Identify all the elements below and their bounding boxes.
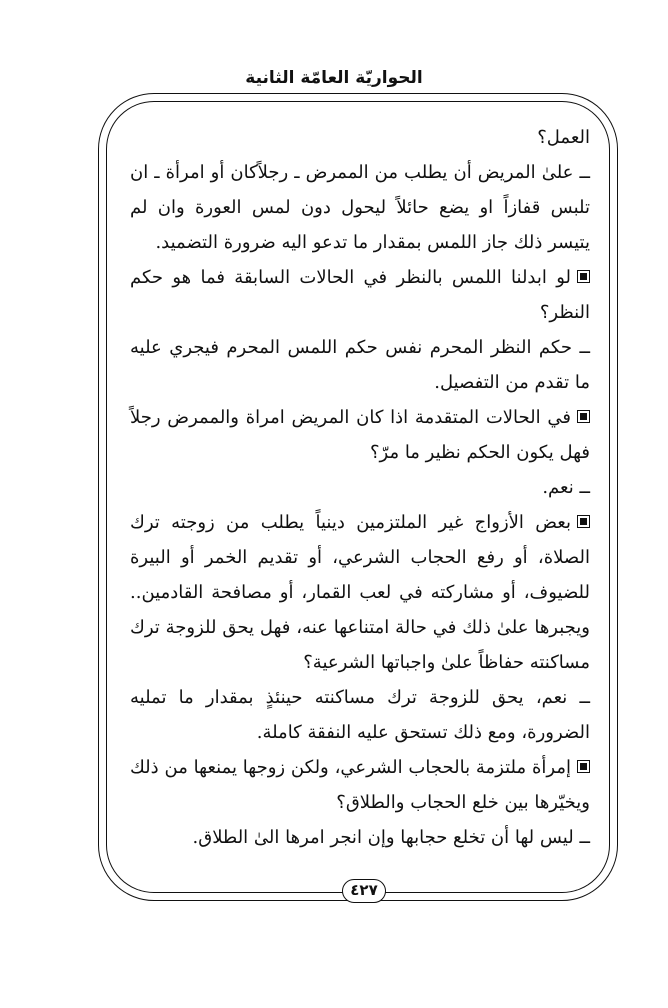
page-number: ٤٢٧ (342, 879, 386, 903)
answer-paragraph: ــ نعم. (542, 477, 590, 498)
question-marker-icon (577, 515, 590, 528)
question-marker-icon (577, 410, 590, 423)
question-paragraph (130, 400, 590, 470)
body-text (130, 120, 590, 855)
question-continuation: العمل؟ (537, 127, 590, 148)
answer-paragraph: ــ ليس لها أن تخلع حجابها وإن انجر امرها الىٰ الطلاق. (192, 827, 590, 848)
answer-paragraph: ــ حكم النظر المحرم نفس حكم اللمس المحرم فيجري عليه ما تقدم من التفصيل. (130, 337, 590, 393)
running-header: الحواريّة العامّة الثانية (245, 68, 423, 88)
question-text: لو ابدلنا اللمس بالنظر في الحالات السابقة فما هو حكم النظر؟ (130, 267, 590, 323)
question-text: بعض الأزواج غير الملتزمين دينياً يطلب من زوجته ترك الصلاة، أو رفع الحجاب الشرعي، أو تقديم الخمر أو البيرة للضيوف، أو مشاركته في لعب القمار، أو مصافحة القادمين.. ويجبرها علىٰ ذلك في حالة امتناعها عنه، فهل يحق للزوجة ترك مساكنته حفاظاً علىٰ واجباتها الشرعية؟ (130, 512, 590, 673)
question-paragraph (130, 260, 590, 330)
question-text: إمرأة ملتزمة بالحجاب الشرعي، ولكن زوجها يمنعها من ذلك ويخيّرها بين خلع الحجاب والطلاق؟ (130, 757, 590, 813)
question-paragraph (130, 750, 590, 820)
answer-paragraph: ــ علىٰ المريض أن يطلب من الممرض ـ رجلاًكان أو امرأة ـ ان تلبس قفازاً او يضع حائلاً ليحول دون لمس العورة وان لم يتيسر ذلك جاز اللمس بمقدار ما تدعو اليه ضرورة التضميد. (130, 162, 590, 253)
question-marker-icon (577, 760, 590, 773)
question-marker-icon (577, 270, 590, 283)
question-paragraph (130, 505, 590, 680)
question-text: في الحالات المتقدمة اذا كان المريض امراة والممرض رجلاً فهل يكون الحكم نظير ما مرّ؟ (130, 407, 590, 463)
answer-paragraph: ــ نعم، يحق للزوجة ترك مساكنته حينئذٍ بمقدار ما تمليه الضرورة، ومع ذلك تستحق عليه النفقة كاملة. (130, 687, 590, 743)
